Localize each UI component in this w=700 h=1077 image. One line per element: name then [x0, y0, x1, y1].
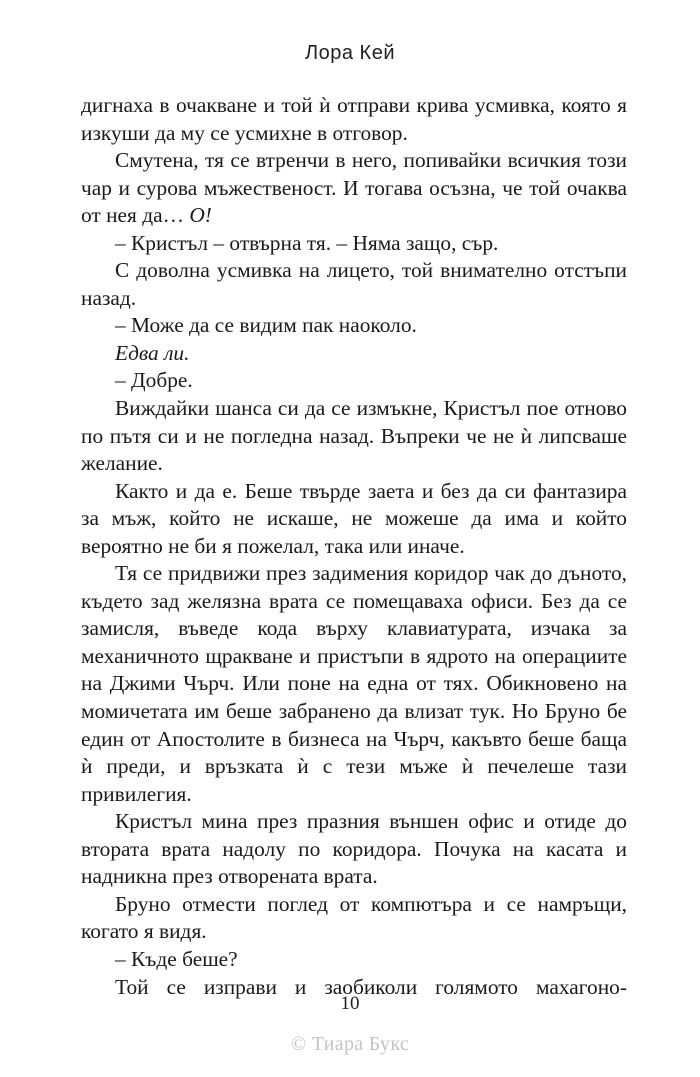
paragraph-13: – Къде беше? — [115, 946, 238, 971]
paragraph-9: Както и да е. Беше твърде заета и без да си фантазира за мъж, който не искаше, не можеше да има и който вероятно не би я пожелал, така или иначе. — [81, 478, 627, 558]
paragraph-3: – Кристъл – отвърна тя. – Няма защо, сър. — [115, 230, 499, 255]
paragraph-2 — [81, 147, 627, 230]
page-body-text — [81, 92, 627, 1001]
copyright-notice: © Тиара Букс — [290, 1033, 410, 1055]
paragraph-2-italic: О! — [189, 203, 212, 228]
paragraph-6-italic: Едва ли. — [115, 340, 190, 365]
paragraph-12: Бруно отмести поглед от компютъра и се намръщи, когато я видя. — [81, 891, 627, 944]
paragraph-5: – Може да се видим пак наоколо. — [115, 313, 417, 338]
paragraph-10: Тя се придвижи през задимения коридор чак до дъното, където зад желязна врата се помещаваха офиси. Без да се замисля, въведе кода върху клавиатурата, изчака за механичното щракване и пристъпи в ядрото на операциите на Джими Чърч. Или поне на една от тях. Обикновено на момичетата им беше забранено да влизат тук. Но Бруно бе един от Апостолите в бизнеса на Чърч, какъвто беше баща ѝ преди, и връзката ѝ с тези мъже ѝ печелеше тази привилегия. — [81, 561, 627, 806]
paragraph-8: Виждайки шанса си да се измъкне, Кристъл пое отново по пътя си и не погледна назад. Въпреки че не ѝ липсваше желание. — [81, 396, 627, 476]
paragraph-2-text: Смутена, тя се втренчи в него, попивайки всичкия този чар и сурова мъжественост. И тогава осъзна, че той очаква от нея да… — [81, 148, 627, 228]
paragraph-7: – Добре. — [115, 368, 193, 393]
paragraph-4: С доволна усмивка на лицето, той внимателно отстъпи назад. — [81, 258, 627, 310]
paragraph-14: Той се изправи и заобиколи голямото махагоно- — [115, 974, 627, 999]
running-head-author: Лора Кей — [305, 42, 395, 64]
paragraph-11: Кристъл мина през празния външен офис и отиде до втората врата надолу по коридора. Почука на касата и надникна през отворената врата. — [81, 809, 627, 889]
paragraph-1: дигнаха в очакване и той ѝ отправи крива усмивка, която я изкуши да му се усмихне в отговор. — [81, 93, 627, 145]
page-number: 10 — [340, 993, 360, 1014]
